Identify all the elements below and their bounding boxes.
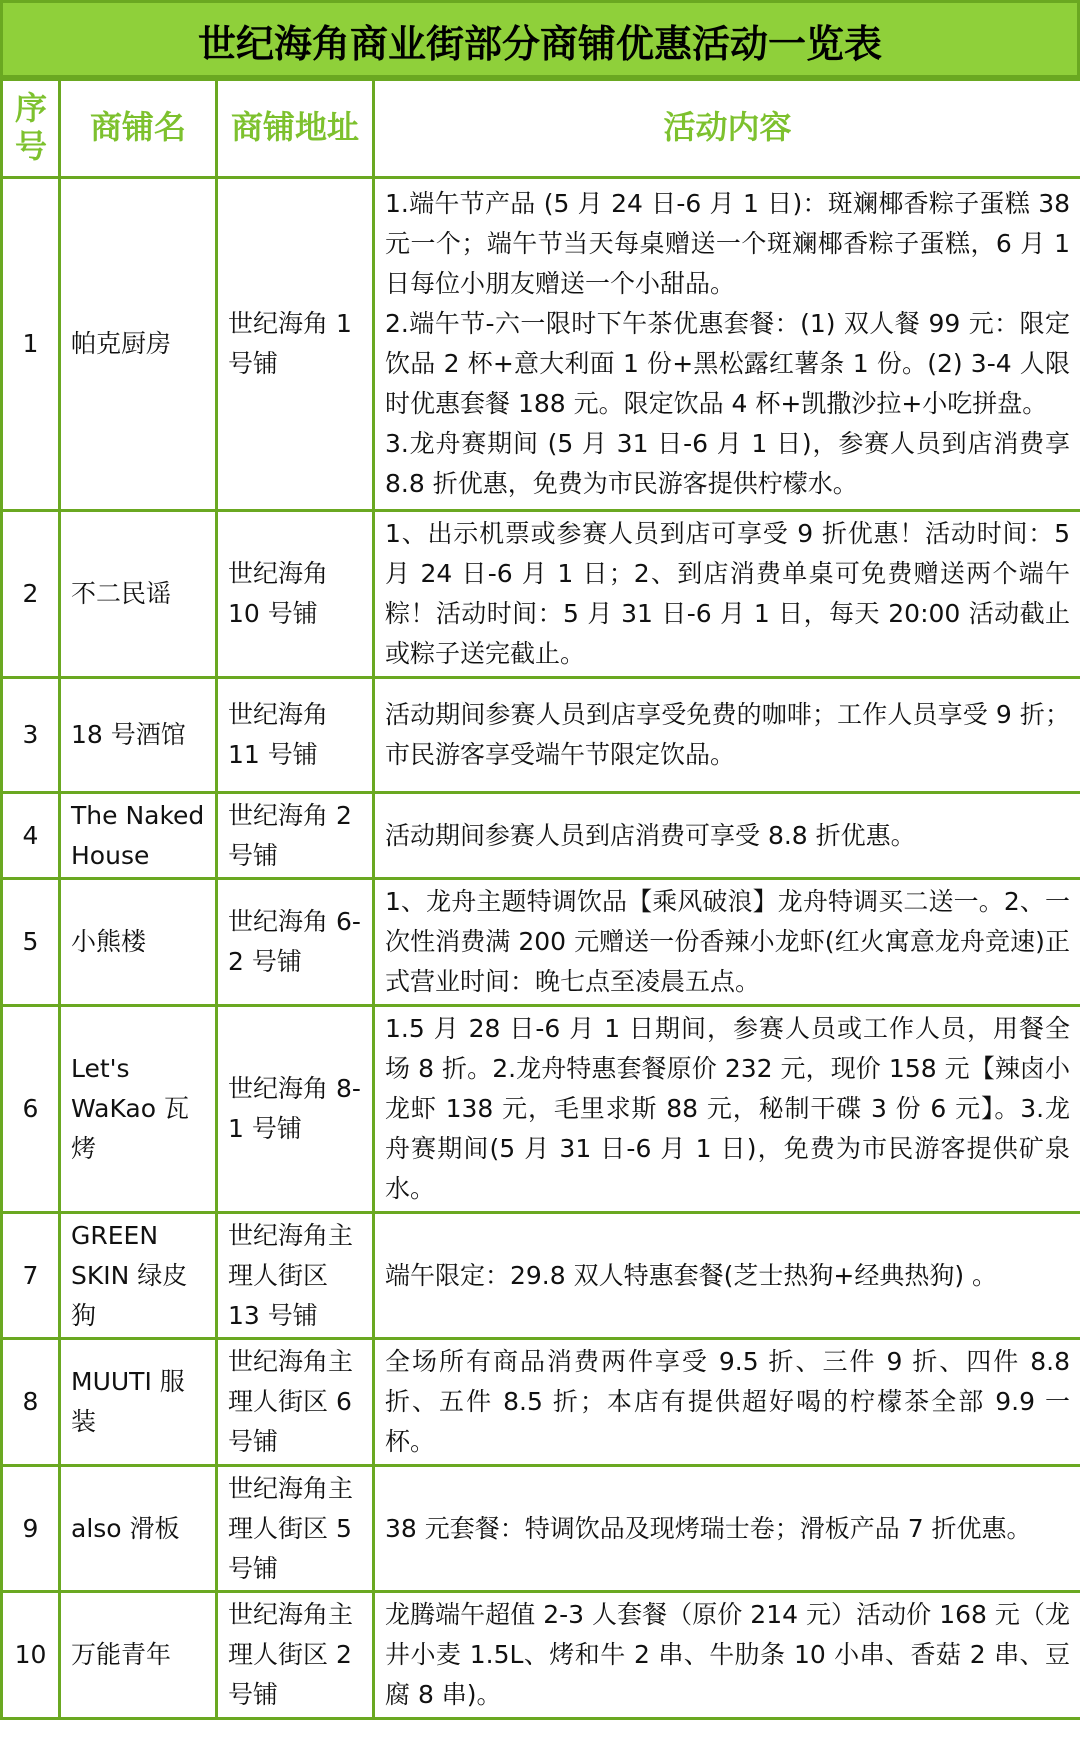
promotion-paragraph: 1.端午节产品 (5 月 24 日-6 月 1 日)：斑斓椰香粽子蛋糕 38 元一个；端午节当天每桌赠送一个斑斓椰香粽子蛋糕，6 月 1 日每位小朋友赠送一个小甜品。 — [385, 189, 1070, 298]
table-row — [2, 178, 1080, 511]
table-row — [2, 1466, 1080, 1592]
row-index: 6 — [2, 1006, 60, 1213]
promotion-paragraph: 1、出示机票或参赛人员到店可享受 9 折优惠！活动时间：5 月 24 日-6 月 1 日；2、到店消费单桌可免费赠送两个端午粽！活动时间：5 月 31 日-6 月 1 日，每天 20:00 活动截止或粽子送完截止。 — [385, 519, 1070, 668]
promotion-paragraph: 端午限定：29.8 双人特惠套餐(芝士热狗+经典热狗) 。 — [385, 1260, 998, 1290]
promotion-content — [374, 178, 1080, 511]
promotion-paragraph: 活动期间参赛人员到店享受免费的咖啡；工作人员享受 9 折；市民游客享受端午节限定饮品。 — [385, 700, 1070, 769]
shop-name: 帕克厨房 — [60, 178, 217, 511]
shop-address: 世纪海角 2 号铺 — [217, 793, 374, 879]
promotion-paragraph: 38 元套餐：特调饮品及现烤瑞士卷；滑板产品 7 折优惠。 — [385, 1513, 1032, 1543]
promotion-content — [374, 1339, 1080, 1466]
shop-name: MUUTI 服装 — [60, 1339, 217, 1466]
promotion-content — [374, 1592, 1080, 1719]
shop-name: 18 号酒馆 — [60, 678, 217, 793]
promotion-content — [374, 678, 1080, 793]
row-index: 10 — [2, 1592, 60, 1719]
promotion-paragraph: 活动期间参赛人员到店消费可享受 8.8 折优惠。 — [385, 820, 916, 850]
promotion-paragraph: 2.端午节-六一限时下午茶优惠套餐：(1) 双人餐 99 元：限定饮品 2 杯+意大利面 1 份+黑松露红薯条 1 份。(2) 3-4 人限时优惠套餐 188 元。限定饮品 4 杯+凯撒沙拉+小吃拼盘。 — [385, 309, 1070, 418]
promotion-content — [374, 1466, 1080, 1592]
shop-address: 世纪海角 8-1 号铺 — [217, 1006, 374, 1213]
shop-address: 世纪海角主理人街区 6 号铺 — [217, 1339, 374, 1466]
promotion-paragraph: 1、龙舟主题特调饮品【乘风破浪】龙舟特调买二送一。2、一次性消费满 200 元赠送一份香辣小龙虾(红火寓意龙舟竞速)正式营业时间：晚七点至凌晨五点。 — [385, 887, 1070, 996]
header-shop: 商铺名 — [60, 77, 217, 178]
table-row — [2, 1213, 1080, 1339]
promotion-paragraph: 龙腾端午超值 2-3 人套餐（原价 214 元）活动价 168 元（龙井小麦 1.5L、烤和牛 2 串、牛肋条 10 小串、香菇 2 串、豆腐 8 串)。 — [385, 1600, 1070, 1709]
header-address: 商铺地址 — [217, 77, 374, 178]
header-content: 活动内容 — [374, 77, 1080, 178]
row-index: 2 — [2, 511, 60, 678]
table-title: 世纪海角商业街部分商铺优惠活动一览表 — [0, 0, 1080, 81]
promotion-content — [374, 793, 1080, 879]
promotion-paragraph: 1.5 月 28 日-6 月 1 日期间，参赛人员或工作人员，用餐全场 8 折。2.龙舟特惠套餐原价 232 元，现价 158 元【辣卤小龙虾 138 元，毛里求斯 88 元，秘制干碟 3 份 6 元】。3.龙舟赛期间(5 月 31 日-6 月 1 日)，免费为市民游客提供矿泉水。 — [385, 1014, 1070, 1203]
table-row — [2, 879, 1080, 1006]
shop-name: 万能青年 — [60, 1592, 217, 1719]
shop-address: 世纪海角主理人街区 13 号铺 — [217, 1213, 374, 1339]
shop-address: 世纪海角 6-2 号铺 — [217, 879, 374, 1006]
promotion-content — [374, 1006, 1080, 1213]
row-index: 4 — [2, 793, 60, 879]
promotion-content — [374, 879, 1080, 1006]
promotion-table — [0, 75, 1080, 1720]
promotion-paragraph: 3.龙舟赛期间 (5 月 31 日-6 月 1 日)，参赛人员到店消费享 8.8 折优惠，免费为市民游客提供柠檬水。 — [385, 429, 1070, 498]
shop-name: also 滑板 — [60, 1466, 217, 1592]
table-row — [2, 1339, 1080, 1466]
shop-address: 世纪海角主理人街区 2 号铺 — [217, 1592, 374, 1719]
shop-address: 世纪海角主理人街区 5 号铺 — [217, 1466, 374, 1592]
row-index: 7 — [2, 1213, 60, 1339]
shop-name: 小熊楼 — [60, 879, 217, 1006]
table-row — [2, 1592, 1080, 1719]
header-index: 序号 — [2, 77, 60, 178]
promotion-content — [374, 511, 1080, 678]
table-row — [2, 1006, 1080, 1213]
shop-address: 世纪海角 11 号铺 — [217, 678, 374, 793]
table-row — [2, 678, 1080, 793]
row-index: 1 — [2, 178, 60, 511]
promotion-paragraph: 全场所有商品消费两件享受 9.5 折、三件 9 折、四件 8.8 折、五件 8.5 折；本店有提供超好喝的柠檬茶全部 9.9 一杯。 — [385, 1347, 1070, 1456]
shop-name: GREEN SKIN 绿皮狗 — [60, 1213, 217, 1339]
shop-name: 不二民谣 — [60, 511, 217, 678]
promotion-content — [374, 1213, 1080, 1339]
row-index: 3 — [2, 678, 60, 793]
shop-address: 世纪海角 10 号铺 — [217, 511, 374, 678]
shop-address: 世纪海角 1 号铺 — [217, 178, 374, 511]
header-row — [2, 77, 1080, 178]
row-index: 5 — [2, 879, 60, 1006]
table-row — [2, 511, 1080, 678]
shop-name: The Naked House — [60, 793, 217, 879]
row-index: 8 — [2, 1339, 60, 1466]
row-index: 9 — [2, 1466, 60, 1592]
shop-name: Let's WaKao 瓦烤 — [60, 1006, 217, 1213]
table-row — [2, 793, 1080, 879]
